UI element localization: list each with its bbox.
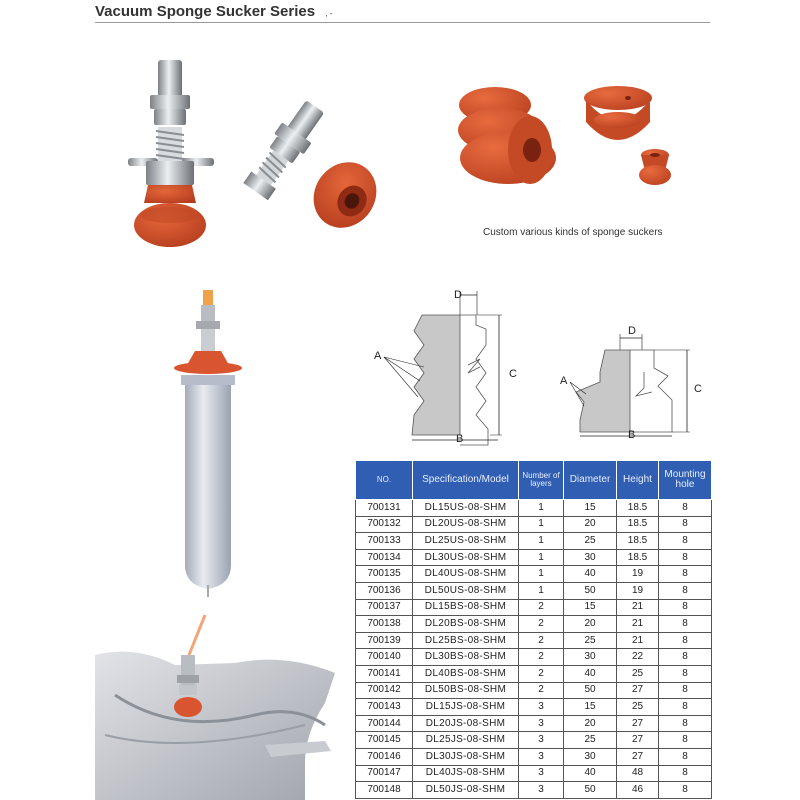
cell-model: DL25BS-08-SHM (413, 632, 519, 649)
cell-height: 27 (617, 682, 659, 699)
application-photo (95, 615, 335, 795)
cell-diameter: 50 (564, 782, 617, 799)
cell-hole: 8 (659, 533, 712, 550)
cell-hole: 8 (659, 582, 712, 599)
cell-height: 48 (617, 765, 659, 782)
cell-model: DL40US-08-SHM (413, 566, 519, 583)
cell-hole: 8 (659, 549, 712, 566)
cell-model: DL20JS-08-SHM (413, 715, 519, 732)
cell-diameter: 15 (564, 599, 617, 616)
cell-no: 700135 (356, 566, 413, 583)
table-row (356, 699, 712, 716)
page-title-text: Vacuum Sponge Sucker Series (95, 3, 316, 20)
cell-layers: 3 (519, 748, 564, 765)
header-diameter: Diameter (564, 461, 617, 500)
cell-height: 19 (617, 582, 659, 599)
cell-height: 18.5 (617, 500, 659, 517)
cell-layers: 2 (519, 632, 564, 649)
preform-photo (165, 285, 255, 605)
header-height: Height (617, 461, 659, 500)
cell-height: 19 (617, 566, 659, 583)
label-a: A (560, 375, 568, 387)
cell-height: 18.5 (617, 533, 659, 550)
cell-no: 700138 (356, 616, 413, 633)
cell-model: DL50US-08-SHM (413, 582, 519, 599)
cell-height: 21 (617, 616, 659, 633)
cell-height: 25 (617, 665, 659, 682)
cell-no: 700140 (356, 649, 413, 666)
cell-height: 27 (617, 732, 659, 749)
cell-no: 700133 (356, 533, 413, 550)
cell-height: 25 (617, 699, 659, 716)
table-row (356, 549, 712, 566)
table-row (356, 533, 712, 550)
cell-layers: 1 (519, 500, 564, 517)
cell-height: 18.5 (617, 549, 659, 566)
cell-diameter: 25 (564, 632, 617, 649)
header-spec: Specification/Model (413, 461, 519, 500)
cell-hole: 8 (659, 715, 712, 732)
cell-no: 700132 (356, 516, 413, 533)
cell-model: DL25US-08-SHM (413, 533, 519, 550)
table-row (356, 616, 712, 633)
cell-model: DL30US-08-SHM (413, 549, 519, 566)
page-title (95, 3, 332, 20)
spec-table (355, 460, 712, 799)
label-b: B (456, 433, 464, 445)
cell-no: 700144 (356, 715, 413, 732)
cell-hole: 8 (659, 782, 712, 799)
table-row (356, 566, 712, 583)
cell-no: 700146 (356, 748, 413, 765)
cup-diagram (560, 322, 710, 442)
table-row (356, 682, 712, 699)
cell-layers: 3 (519, 782, 564, 799)
cell-model: DL15US-08-SHM (413, 500, 519, 517)
label-d: D (628, 325, 636, 337)
cell-model: DL50JS-08-SHM (413, 782, 519, 799)
cell-height: 18.5 (617, 516, 659, 533)
cell-diameter: 40 (564, 765, 617, 782)
cell-layers: 1 (519, 533, 564, 550)
cell-diameter: 40 (564, 665, 617, 682)
table-row (356, 582, 712, 599)
mounted-sucker-photo (120, 55, 380, 255)
cell-diameter: 20 (564, 616, 617, 633)
table-row (356, 516, 712, 533)
cell-no: 700137 (356, 599, 413, 616)
cell-no: 700143 (356, 699, 413, 716)
cell-layers: 1 (519, 566, 564, 583)
label-a: A (374, 350, 382, 362)
cell-no: 700142 (356, 682, 413, 699)
cell-hole: 8 (659, 649, 712, 666)
table-row (356, 665, 712, 682)
bellows-diagram (372, 285, 532, 445)
cell-diameter: 15 (564, 500, 617, 517)
cell-layers: 3 (519, 732, 564, 749)
cell-hole: 8 (659, 566, 712, 583)
cell-hole: 8 (659, 699, 712, 716)
cell-no: 700136 (356, 582, 413, 599)
table-row (356, 748, 712, 765)
cell-diameter: 50 (564, 582, 617, 599)
cell-diameter: 30 (564, 549, 617, 566)
title-divider (95, 22, 710, 23)
loose-suckers-photo (450, 80, 680, 210)
cell-layers: 3 (519, 765, 564, 782)
header-no: NO. (356, 461, 413, 500)
cell-diameter: 20 (564, 715, 617, 732)
table-row (356, 500, 712, 517)
cell-no: 700131 (356, 500, 413, 517)
table-header-row (356, 461, 712, 500)
label-c: C (694, 383, 702, 395)
cell-model: DL20BS-08-SHM (413, 616, 519, 633)
cell-hole: 8 (659, 748, 712, 765)
cell-no: 700134 (356, 549, 413, 566)
cell-model: DL15JS-08-SHM (413, 699, 519, 716)
cell-model: DL40BS-08-SHM (413, 665, 519, 682)
cell-no: 700147 (356, 765, 413, 782)
cell-hole: 8 (659, 599, 712, 616)
table-row (356, 599, 712, 616)
cell-model: DL25JS-08-SHM (413, 732, 519, 749)
table-row (356, 632, 712, 649)
cell-hole: 8 (659, 516, 712, 533)
cell-height: 27 (617, 715, 659, 732)
cell-no: 700139 (356, 632, 413, 649)
cell-hole: 8 (659, 682, 712, 699)
cell-diameter: 20 (564, 516, 617, 533)
table-row (356, 782, 712, 799)
cell-layers: 2 (519, 616, 564, 633)
table-row (356, 649, 712, 666)
cell-diameter: 40 (564, 566, 617, 583)
cell-hole: 8 (659, 500, 712, 517)
cell-layers: 2 (519, 665, 564, 682)
label-d: D (454, 289, 462, 301)
cell-height: 21 (617, 599, 659, 616)
table-row (356, 715, 712, 732)
cell-height: 21 (617, 632, 659, 649)
cell-diameter: 30 (564, 748, 617, 765)
cell-no: 700145 (356, 732, 413, 749)
cell-layers: 3 (519, 699, 564, 716)
cell-model: DL20US-08-SHM (413, 516, 519, 533)
header-mounting: Mounting hole (659, 461, 712, 500)
cell-hole: 8 (659, 665, 712, 682)
cell-diameter: 15 (564, 699, 617, 716)
cell-layers: 1 (519, 582, 564, 599)
cell-no: 700141 (356, 665, 413, 682)
cell-height: 27 (617, 748, 659, 765)
table-row (356, 765, 712, 782)
cell-layers: 2 (519, 599, 564, 616)
cell-layers: 1 (519, 516, 564, 533)
table-row (356, 732, 712, 749)
cell-height: 22 (617, 649, 659, 666)
cell-hole: 8 (659, 632, 712, 649)
header-layers: Number of layers (519, 461, 564, 500)
cell-diameter: 25 (564, 533, 617, 550)
cell-diameter: 50 (564, 682, 617, 699)
cell-hole: 8 (659, 732, 712, 749)
cell-model: DL30BS-08-SHM (413, 649, 519, 666)
cell-hole: 8 (659, 765, 712, 782)
label-c: C (509, 368, 517, 380)
cell-diameter: 30 (564, 649, 617, 666)
cell-hole: 8 (659, 616, 712, 633)
cell-model: DL30JS-08-SHM (413, 748, 519, 765)
cell-diameter: 25 (564, 732, 617, 749)
photo-caption: Custom various kinds of sponge suckers (483, 227, 663, 238)
cell-layers: 2 (519, 649, 564, 666)
title-marks: , - (325, 9, 333, 18)
cell-model: DL15BS-08-SHM (413, 599, 519, 616)
cell-layers: 1 (519, 549, 564, 566)
cell-height: 46 (617, 782, 659, 799)
cell-no: 700148 (356, 782, 413, 799)
cell-layers: 2 (519, 682, 564, 699)
label-b: B (628, 429, 636, 441)
cell-model: DL40JS-08-SHM (413, 765, 519, 782)
cell-model: DL50BS-08-SHM (413, 682, 519, 699)
cell-layers: 3 (519, 715, 564, 732)
